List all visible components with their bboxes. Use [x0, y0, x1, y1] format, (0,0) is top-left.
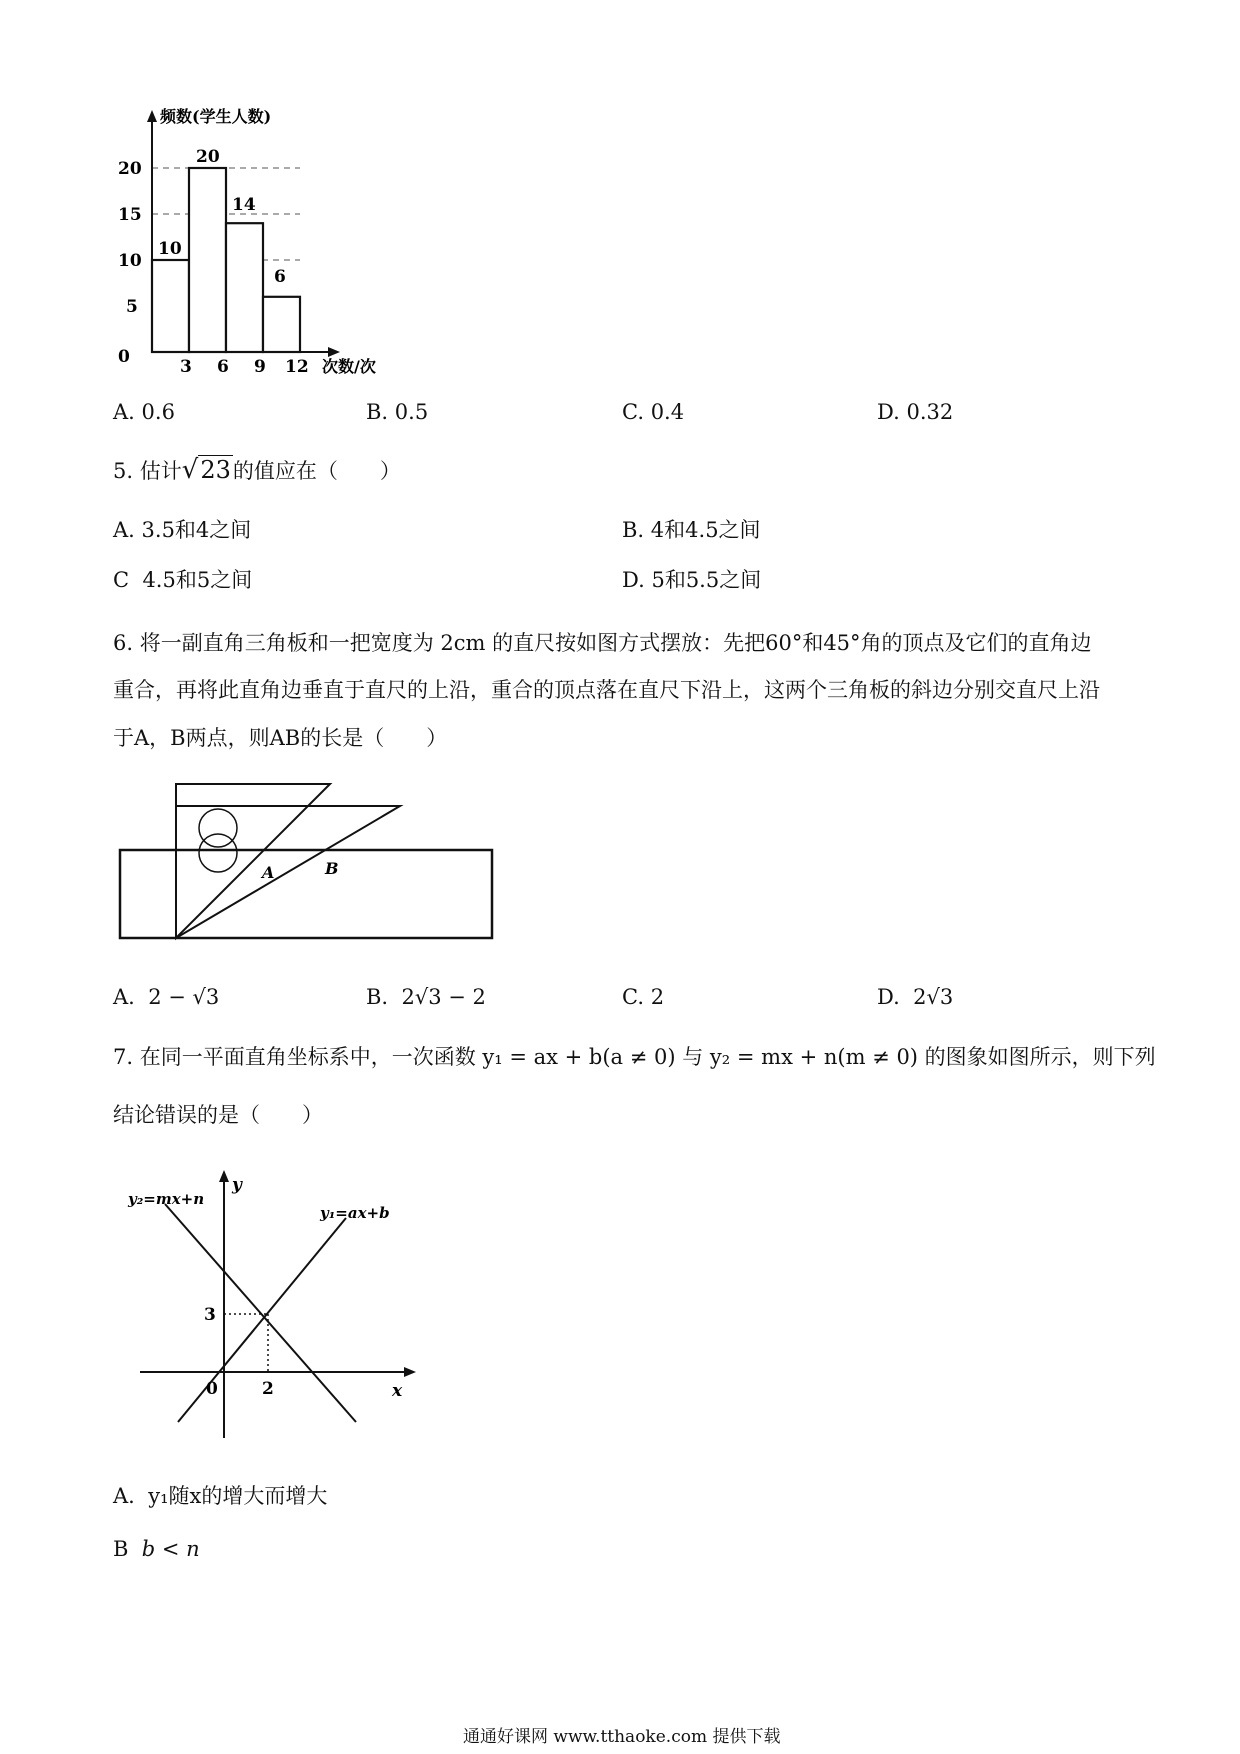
q7-stem-line-2: 结论错误的是（ ） [113, 1103, 323, 1127]
q7-stem-line-1: 7. 在同一平面直角坐标系中，一次函数 y₁ = ax + b(a ≠ 0) 与 y₂ = mx + n(m ≠ 0) 的图象如图所示，则下列 [113, 1045, 1156, 1069]
line-y2-label: y₂=mx+n [128, 1190, 205, 1208]
option-letter: B. [622, 518, 645, 542]
x-tick-label: 9 [254, 357, 266, 377]
option-text: 0.6 [141, 400, 175, 424]
option-letter: B. [366, 985, 389, 1009]
x-axis-arrow [328, 347, 340, 357]
sqrt-sign: √ [181, 455, 199, 485]
option-text: 2√3 [913, 985, 954, 1009]
option-text: 0.32 [906, 400, 954, 424]
x-axis-label: x [392, 1381, 403, 1401]
option-letter: C [113, 568, 130, 592]
option-letter: A. [113, 518, 135, 542]
x-axis-arrow [404, 1367, 416, 1377]
linear-functions-graph [120, 1160, 420, 1450]
line-y1-label: y₁=ax+b [320, 1204, 390, 1222]
page-footer: 通通好课网 www.tthaoke.com 提供下载 [463, 1727, 781, 1747]
q5-option-a[interactable] [113, 514, 251, 544]
q7-option-b[interactable] [113, 1537, 200, 1561]
y-tick-label: 15 [118, 205, 142, 225]
option-text: y₁随x的增大而增大 [148, 1484, 328, 1508]
bar-value-label: 14 [232, 195, 256, 215]
y-tick-label: 20 [118, 159, 142, 179]
x-value-label: 2 [262, 1379, 274, 1399]
q6-option-d[interactable] [877, 985, 953, 1009]
option-text: 2√3 − 2 [401, 985, 486, 1009]
y-axis-arrow [219, 1170, 229, 1182]
q4-option-d[interactable] [877, 400, 953, 424]
bar-value-label: 6 [274, 267, 286, 287]
option-text: 2 − √3 [148, 985, 220, 1009]
option-letter: D. [877, 400, 900, 424]
q5-pre: 估计 [139, 459, 182, 483]
bar-value-label: 10 [158, 239, 182, 259]
option-text: 4和4.5之间 [650, 518, 761, 542]
q6-option-b[interactable] [366, 985, 486, 1009]
option-letter: A. [113, 985, 135, 1009]
q7-option-a[interactable] [113, 1480, 327, 1510]
q5-option-c[interactable] [113, 564, 252, 594]
origin-label: 0 [118, 347, 130, 367]
q5-stem [113, 455, 401, 486]
option-letter: C. [622, 400, 644, 424]
point-b-label: B [325, 859, 339, 878]
q6-option-a[interactable] [113, 985, 219, 1009]
q6-option-c[interactable] [622, 985, 664, 1009]
option-letter: A. [113, 1484, 135, 1508]
y-axis-arrow [147, 110, 157, 122]
option-letter: A. [113, 400, 135, 424]
q5-option-d[interactable] [622, 564, 761, 594]
x-axis-label: 次数/次 [322, 357, 376, 376]
q6-stem-line-3: 于A，B两点，则AB的长是（ ） [113, 726, 448, 750]
option-text: 5和5.5之间 [651, 568, 762, 592]
ruler-triangles-figure [110, 770, 500, 945]
option-letter: B. [366, 400, 389, 424]
q5-post: 的值应在（ ） [232, 459, 401, 483]
line-y2 [165, 1204, 356, 1422]
histogram-bar [152, 260, 189, 352]
option-text: b < n [141, 1537, 200, 1561]
option-text: 0.4 [650, 400, 685, 424]
option-letter: D. [877, 985, 900, 1009]
option-text: 4.5和5之间 [142, 568, 253, 592]
x-tick-label: 6 [217, 357, 229, 377]
q4-option-a[interactable] [113, 400, 175, 424]
x-tick-label: 12 [285, 357, 309, 377]
option-letter: B [113, 1537, 129, 1561]
q4-option-b[interactable] [366, 400, 428, 424]
y-tick-label: 10 [118, 251, 142, 271]
q6-stem-line-2: 重合，再将此直角边垂直于直尺的上沿，重合的顶点落在直尺下沿上，这两个三角板的斜边分别交直尺上沿 [113, 678, 1100, 702]
y-value-label: 3 [204, 1305, 216, 1325]
histogram-bar [189, 168, 226, 352]
histogram-bar [263, 297, 300, 352]
option-letter: D. [622, 568, 645, 592]
option-text: 0.5 [394, 400, 429, 424]
q4-option-c[interactable] [622, 400, 684, 424]
bar-value-label: 20 [196, 147, 220, 167]
histogram-bar [226, 223, 263, 352]
option-text: 3.5和4之间 [141, 518, 252, 542]
point-a-label: A [262, 863, 275, 882]
sqrt-radicand: 23 [200, 456, 231, 484]
origin-label: 0 [206, 1379, 218, 1399]
triangle-hole [199, 834, 237, 872]
option-letter: C. [622, 985, 644, 1009]
q5-number: 5. [113, 459, 134, 483]
frequency-histogram [100, 100, 400, 390]
q6-stem-line-1: 6. 将一副直角三角板和一把宽度为 2cm 的直尺按如图方式摆放：先把60°和45°角的顶点及它们的直角边 [113, 631, 1092, 655]
option-text: 2 [650, 985, 665, 1009]
y-axis-label: 频数(学生人数) [160, 107, 272, 126]
triangle-hole [199, 809, 237, 847]
x-tick-label: 3 [180, 357, 192, 377]
q5-option-b[interactable] [622, 514, 761, 544]
y-tick-label: 5 [126, 297, 138, 317]
y-axis-label: y [232, 1175, 242, 1195]
